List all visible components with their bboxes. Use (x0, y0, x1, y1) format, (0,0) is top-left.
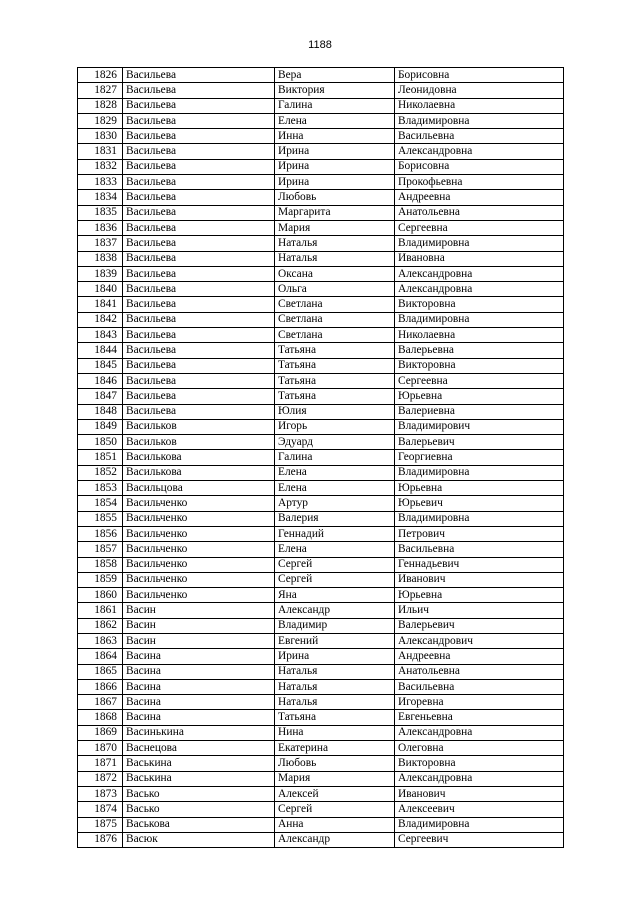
row-number: 1873 (78, 786, 123, 801)
row-number: 1856 (78, 526, 123, 541)
row-number: 1853 (78, 481, 123, 496)
table-row (78, 435, 564, 450)
surname-cell: Васильченко (123, 496, 275, 511)
first-name-cell: Светлана (275, 328, 395, 343)
row-number: 1870 (78, 741, 123, 756)
table-row (78, 649, 564, 664)
table-row (78, 129, 564, 144)
surname-cell: Васильцова (123, 481, 275, 496)
row-number: 1839 (78, 266, 123, 281)
first-name-cell: Наталья (275, 664, 395, 679)
patronymic-cell: Прокофьевна (395, 175, 564, 190)
table-row (78, 144, 564, 159)
first-name-cell: Мария (275, 220, 395, 235)
patronymic-cell: Сергеевна (395, 220, 564, 235)
row-number: 1871 (78, 756, 123, 771)
surname-cell: Васильева (123, 190, 275, 205)
first-name-cell: Светлана (275, 297, 395, 312)
patronymic-cell: Анатольевна (395, 664, 564, 679)
row-number: 1838 (78, 251, 123, 266)
row-number: 1830 (78, 129, 123, 144)
patronymic-cell: Валерьевич (395, 618, 564, 633)
first-name-cell: Мария (275, 771, 395, 786)
patronymic-cell: Валерьевна (395, 343, 564, 358)
surname-cell: Васильченко (123, 557, 275, 572)
surname-cell: Василькова (123, 450, 275, 465)
first-name-cell: Александр (275, 603, 395, 618)
first-name-cell: Елена (275, 113, 395, 128)
patronymic-cell: Георгиевна (395, 450, 564, 465)
surname-cell: Васильева (123, 144, 275, 159)
row-number: 1846 (78, 373, 123, 388)
row-number: 1841 (78, 297, 123, 312)
patronymic-cell: Александровна (395, 725, 564, 740)
row-number: 1862 (78, 618, 123, 633)
table-row (78, 511, 564, 526)
patronymic-cell: Владимировна (395, 236, 564, 251)
row-number: 1844 (78, 343, 123, 358)
surname-cell: Васина (123, 649, 275, 664)
first-name-cell: Игорь (275, 419, 395, 434)
first-name-cell: Геннадий (275, 526, 395, 541)
table-row (78, 450, 564, 465)
first-name-cell: Александр (275, 832, 395, 847)
patronymic-cell: Александровна (395, 144, 564, 159)
patronymic-cell: Владимировна (395, 113, 564, 128)
row-number: 1835 (78, 205, 123, 220)
row-number: 1874 (78, 802, 123, 817)
surname-cell: Васин (123, 618, 275, 633)
first-name-cell: Ирина (275, 649, 395, 664)
row-number: 1848 (78, 404, 123, 419)
patronymic-cell: Иванович (395, 572, 564, 587)
table-row (78, 802, 564, 817)
first-name-cell: Ирина (275, 175, 395, 190)
patronymic-cell: Александровна (395, 282, 564, 297)
table-row (78, 266, 564, 281)
surname-cell: Васькина (123, 756, 275, 771)
row-number: 1827 (78, 83, 123, 98)
patronymic-cell: Викторовна (395, 358, 564, 373)
table-row (78, 159, 564, 174)
table-row (78, 786, 564, 801)
table-row (78, 633, 564, 648)
first-name-cell: Наталья (275, 679, 395, 694)
row-number: 1854 (78, 496, 123, 511)
surname-cell: Васильева (123, 236, 275, 251)
table-row (78, 419, 564, 434)
surname-cell: Васильева (123, 404, 275, 419)
first-name-cell: Оксана (275, 266, 395, 281)
first-name-cell: Наталья (275, 236, 395, 251)
row-number: 1859 (78, 572, 123, 587)
row-number: 1860 (78, 588, 123, 603)
row-number: 1872 (78, 771, 123, 786)
table-row (78, 725, 564, 740)
table-row (78, 756, 564, 771)
first-name-cell: Сергей (275, 572, 395, 587)
row-number: 1831 (78, 144, 123, 159)
first-name-cell: Любовь (275, 756, 395, 771)
patronymic-cell: Игоревна (395, 695, 564, 710)
surname-cell: Васильева (123, 328, 275, 343)
table-row (78, 710, 564, 725)
table-row (78, 817, 564, 832)
page-number: 1188 (308, 39, 332, 51)
table-row (78, 113, 564, 128)
row-number: 1828 (78, 98, 123, 113)
patronymic-cell: Васильевна (395, 679, 564, 694)
patronymic-cell: Ивановна (395, 251, 564, 266)
row-number: 1850 (78, 435, 123, 450)
first-name-cell: Татьяна (275, 373, 395, 388)
first-name-cell: Галина (275, 98, 395, 113)
row-number: 1867 (78, 695, 123, 710)
first-name-cell: Татьяна (275, 389, 395, 404)
first-name-cell: Юлия (275, 404, 395, 419)
table-row (78, 236, 564, 251)
first-name-cell: Галина (275, 450, 395, 465)
surname-cell: Васина (123, 695, 275, 710)
table-row (78, 526, 564, 541)
first-name-cell: Владимир (275, 618, 395, 633)
surname-cell: Васюк (123, 832, 275, 847)
surname-cell: Васильева (123, 159, 275, 174)
patronymic-cell: Сергеевич (395, 832, 564, 847)
table-row (78, 343, 564, 358)
table-row (78, 358, 564, 373)
row-number: 1865 (78, 664, 123, 679)
patronymic-cell: Владимирович (395, 419, 564, 434)
patronymic-cell: Андреевна (395, 190, 564, 205)
row-number: 1834 (78, 190, 123, 205)
surname-cell: Васькова (123, 817, 275, 832)
first-name-cell: Валерия (275, 511, 395, 526)
first-name-cell: Алексей (275, 786, 395, 801)
patronymic-cell: Валерьевич (395, 435, 564, 450)
table-row (78, 98, 564, 113)
surname-cell: Васильева (123, 297, 275, 312)
first-name-cell: Анна (275, 817, 395, 832)
row-number: 1832 (78, 159, 123, 174)
surname-cell: Васильева (123, 220, 275, 235)
first-name-cell: Евгений (275, 633, 395, 648)
surname-cell: Васильева (123, 205, 275, 220)
surname-cell: Васильева (123, 266, 275, 281)
first-name-cell: Екатерина (275, 741, 395, 756)
first-name-cell: Ирина (275, 159, 395, 174)
patronymic-cell: Викторовна (395, 756, 564, 771)
row-number: 1864 (78, 649, 123, 664)
surname-cell: Васильков (123, 435, 275, 450)
patronymic-cell: Ильич (395, 603, 564, 618)
row-number: 1843 (78, 328, 123, 343)
patronymic-cell: Александровна (395, 771, 564, 786)
row-number: 1861 (78, 603, 123, 618)
patronymic-cell: Олеговна (395, 741, 564, 756)
patronymic-cell: Леонидовна (395, 83, 564, 98)
table-row (78, 465, 564, 480)
surname-cell: Васина (123, 664, 275, 679)
patronymic-cell: Иванович (395, 786, 564, 801)
surname-cell: Васильченко (123, 526, 275, 541)
table-row (78, 251, 564, 266)
surname-cell: Васильченко (123, 511, 275, 526)
first-name-cell: Елена (275, 542, 395, 557)
row-number: 1849 (78, 419, 123, 434)
row-number: 1858 (78, 557, 123, 572)
surname-cell: Васильева (123, 98, 275, 113)
table-row (78, 695, 564, 710)
first-name-cell: Сергей (275, 557, 395, 572)
surname-cell: Васнецова (123, 741, 275, 756)
row-number: 1836 (78, 220, 123, 235)
patronymic-cell: Валериевна (395, 404, 564, 419)
table-row (78, 496, 564, 511)
table-row (78, 389, 564, 404)
row-number: 1857 (78, 542, 123, 557)
first-name-cell: Ирина (275, 144, 395, 159)
row-number: 1845 (78, 358, 123, 373)
table-row (78, 481, 564, 496)
patronymic-cell: Владимировна (395, 465, 564, 480)
surname-cell: Васько (123, 802, 275, 817)
surname-cell: Васильченко (123, 542, 275, 557)
first-name-cell: Елена (275, 465, 395, 480)
patronymic-cell: Петрович (395, 526, 564, 541)
patronymic-cell: Андреевна (395, 649, 564, 664)
table-row (78, 205, 564, 220)
first-name-cell: Ольга (275, 282, 395, 297)
table-row (78, 542, 564, 557)
patronymic-cell: Николаевна (395, 328, 564, 343)
patronymic-cell: Юрьевна (395, 481, 564, 496)
patronymic-cell: Борисовна (395, 68, 564, 83)
first-name-cell: Татьяна (275, 358, 395, 373)
patronymic-cell: Александрович (395, 633, 564, 648)
patronymic-cell: Николаевна (395, 98, 564, 113)
row-number: 1875 (78, 817, 123, 832)
patronymic-cell: Юрьевна (395, 389, 564, 404)
table-row (78, 572, 564, 587)
surname-cell: Васильева (123, 68, 275, 83)
table-row (78, 297, 564, 312)
patronymic-cell: Александровна (395, 266, 564, 281)
table-row (78, 190, 564, 205)
patronymic-cell: Васильевна (395, 129, 564, 144)
row-number: 1869 (78, 725, 123, 740)
table-row (78, 328, 564, 343)
table-row (78, 68, 564, 83)
row-number: 1847 (78, 389, 123, 404)
surname-cell: Васильева (123, 312, 275, 327)
table-row (78, 603, 564, 618)
table-row (78, 220, 564, 235)
surname-cell: Васильева (123, 83, 275, 98)
first-name-cell: Елена (275, 481, 395, 496)
surname-cell: Васильченко (123, 588, 275, 603)
patronymic-cell: Владимировна (395, 511, 564, 526)
surname-cell: Васькина (123, 771, 275, 786)
patronymic-cell: Борисовна (395, 159, 564, 174)
names-table (77, 67, 564, 848)
table-row (78, 588, 564, 603)
row-number: 1837 (78, 236, 123, 251)
surname-cell: Васина (123, 710, 275, 725)
first-name-cell: Татьяна (275, 343, 395, 358)
row-number: 1868 (78, 710, 123, 725)
table-row (78, 664, 564, 679)
row-number: 1863 (78, 633, 123, 648)
patronymic-cell: Викторовна (395, 297, 564, 312)
patronymic-cell: Юрьевич (395, 496, 564, 511)
surname-cell: Васильева (123, 251, 275, 266)
first-name-cell: Светлана (275, 312, 395, 327)
row-number: 1829 (78, 113, 123, 128)
patronymic-cell: Геннадьевич (395, 557, 564, 572)
patronymic-cell: Анатольевна (395, 205, 564, 220)
first-name-cell: Вера (275, 68, 395, 83)
surname-cell: Васильева (123, 343, 275, 358)
row-number: 1866 (78, 679, 123, 694)
first-name-cell: Яна (275, 588, 395, 603)
surname-cell: Васин (123, 603, 275, 618)
row-number: 1842 (78, 312, 123, 327)
patronymic-cell: Владимировна (395, 817, 564, 832)
row-number: 1851 (78, 450, 123, 465)
surname-cell: Васина (123, 679, 275, 694)
table-row (78, 175, 564, 190)
row-number: 1826 (78, 68, 123, 83)
first-name-cell: Сергей (275, 802, 395, 817)
names-table-body (78, 68, 564, 848)
table-row (78, 83, 564, 98)
first-name-cell: Виктория (275, 83, 395, 98)
patronymic-cell: Юрьевна (395, 588, 564, 603)
surname-cell: Васин (123, 633, 275, 648)
surname-cell: Васинькина (123, 725, 275, 740)
patronymic-cell: Сергеевна (395, 373, 564, 388)
first-name-cell: Артур (275, 496, 395, 511)
table-row (78, 618, 564, 633)
surname-cell: Васильева (123, 389, 275, 404)
surname-cell: Васько (123, 786, 275, 801)
surname-cell: Васильева (123, 373, 275, 388)
patronymic-cell: Евгеньевна (395, 710, 564, 725)
table-row (78, 282, 564, 297)
first-name-cell: Наталья (275, 251, 395, 266)
table-row (78, 679, 564, 694)
table-row (78, 312, 564, 327)
patronymic-cell: Алексеевич (395, 802, 564, 817)
row-number: 1852 (78, 465, 123, 480)
row-number: 1876 (78, 832, 123, 847)
row-number: 1833 (78, 175, 123, 190)
first-name-cell: Нина (275, 725, 395, 740)
surname-cell: Васильева (123, 175, 275, 190)
row-number: 1855 (78, 511, 123, 526)
surname-cell: Васильева (123, 129, 275, 144)
patronymic-cell: Васильевна (395, 542, 564, 557)
table-row (78, 373, 564, 388)
surname-cell: Васильков (123, 419, 275, 434)
surname-cell: Васильева (123, 113, 275, 128)
surname-cell: Васильченко (123, 572, 275, 587)
first-name-cell: Наталья (275, 695, 395, 710)
table-row (78, 741, 564, 756)
table-row (78, 557, 564, 572)
surname-cell: Василькова (123, 465, 275, 480)
first-name-cell: Татьяна (275, 710, 395, 725)
first-name-cell: Любовь (275, 190, 395, 205)
surname-cell: Васильева (123, 282, 275, 297)
first-name-cell: Эдуард (275, 435, 395, 450)
surname-cell: Васильева (123, 358, 275, 373)
row-number: 1840 (78, 282, 123, 297)
patronymic-cell: Владимировна (395, 312, 564, 327)
first-name-cell: Маргарита (275, 205, 395, 220)
first-name-cell: Инна (275, 129, 395, 144)
table-row (78, 771, 564, 786)
table-row (78, 404, 564, 419)
table-row (78, 832, 564, 847)
